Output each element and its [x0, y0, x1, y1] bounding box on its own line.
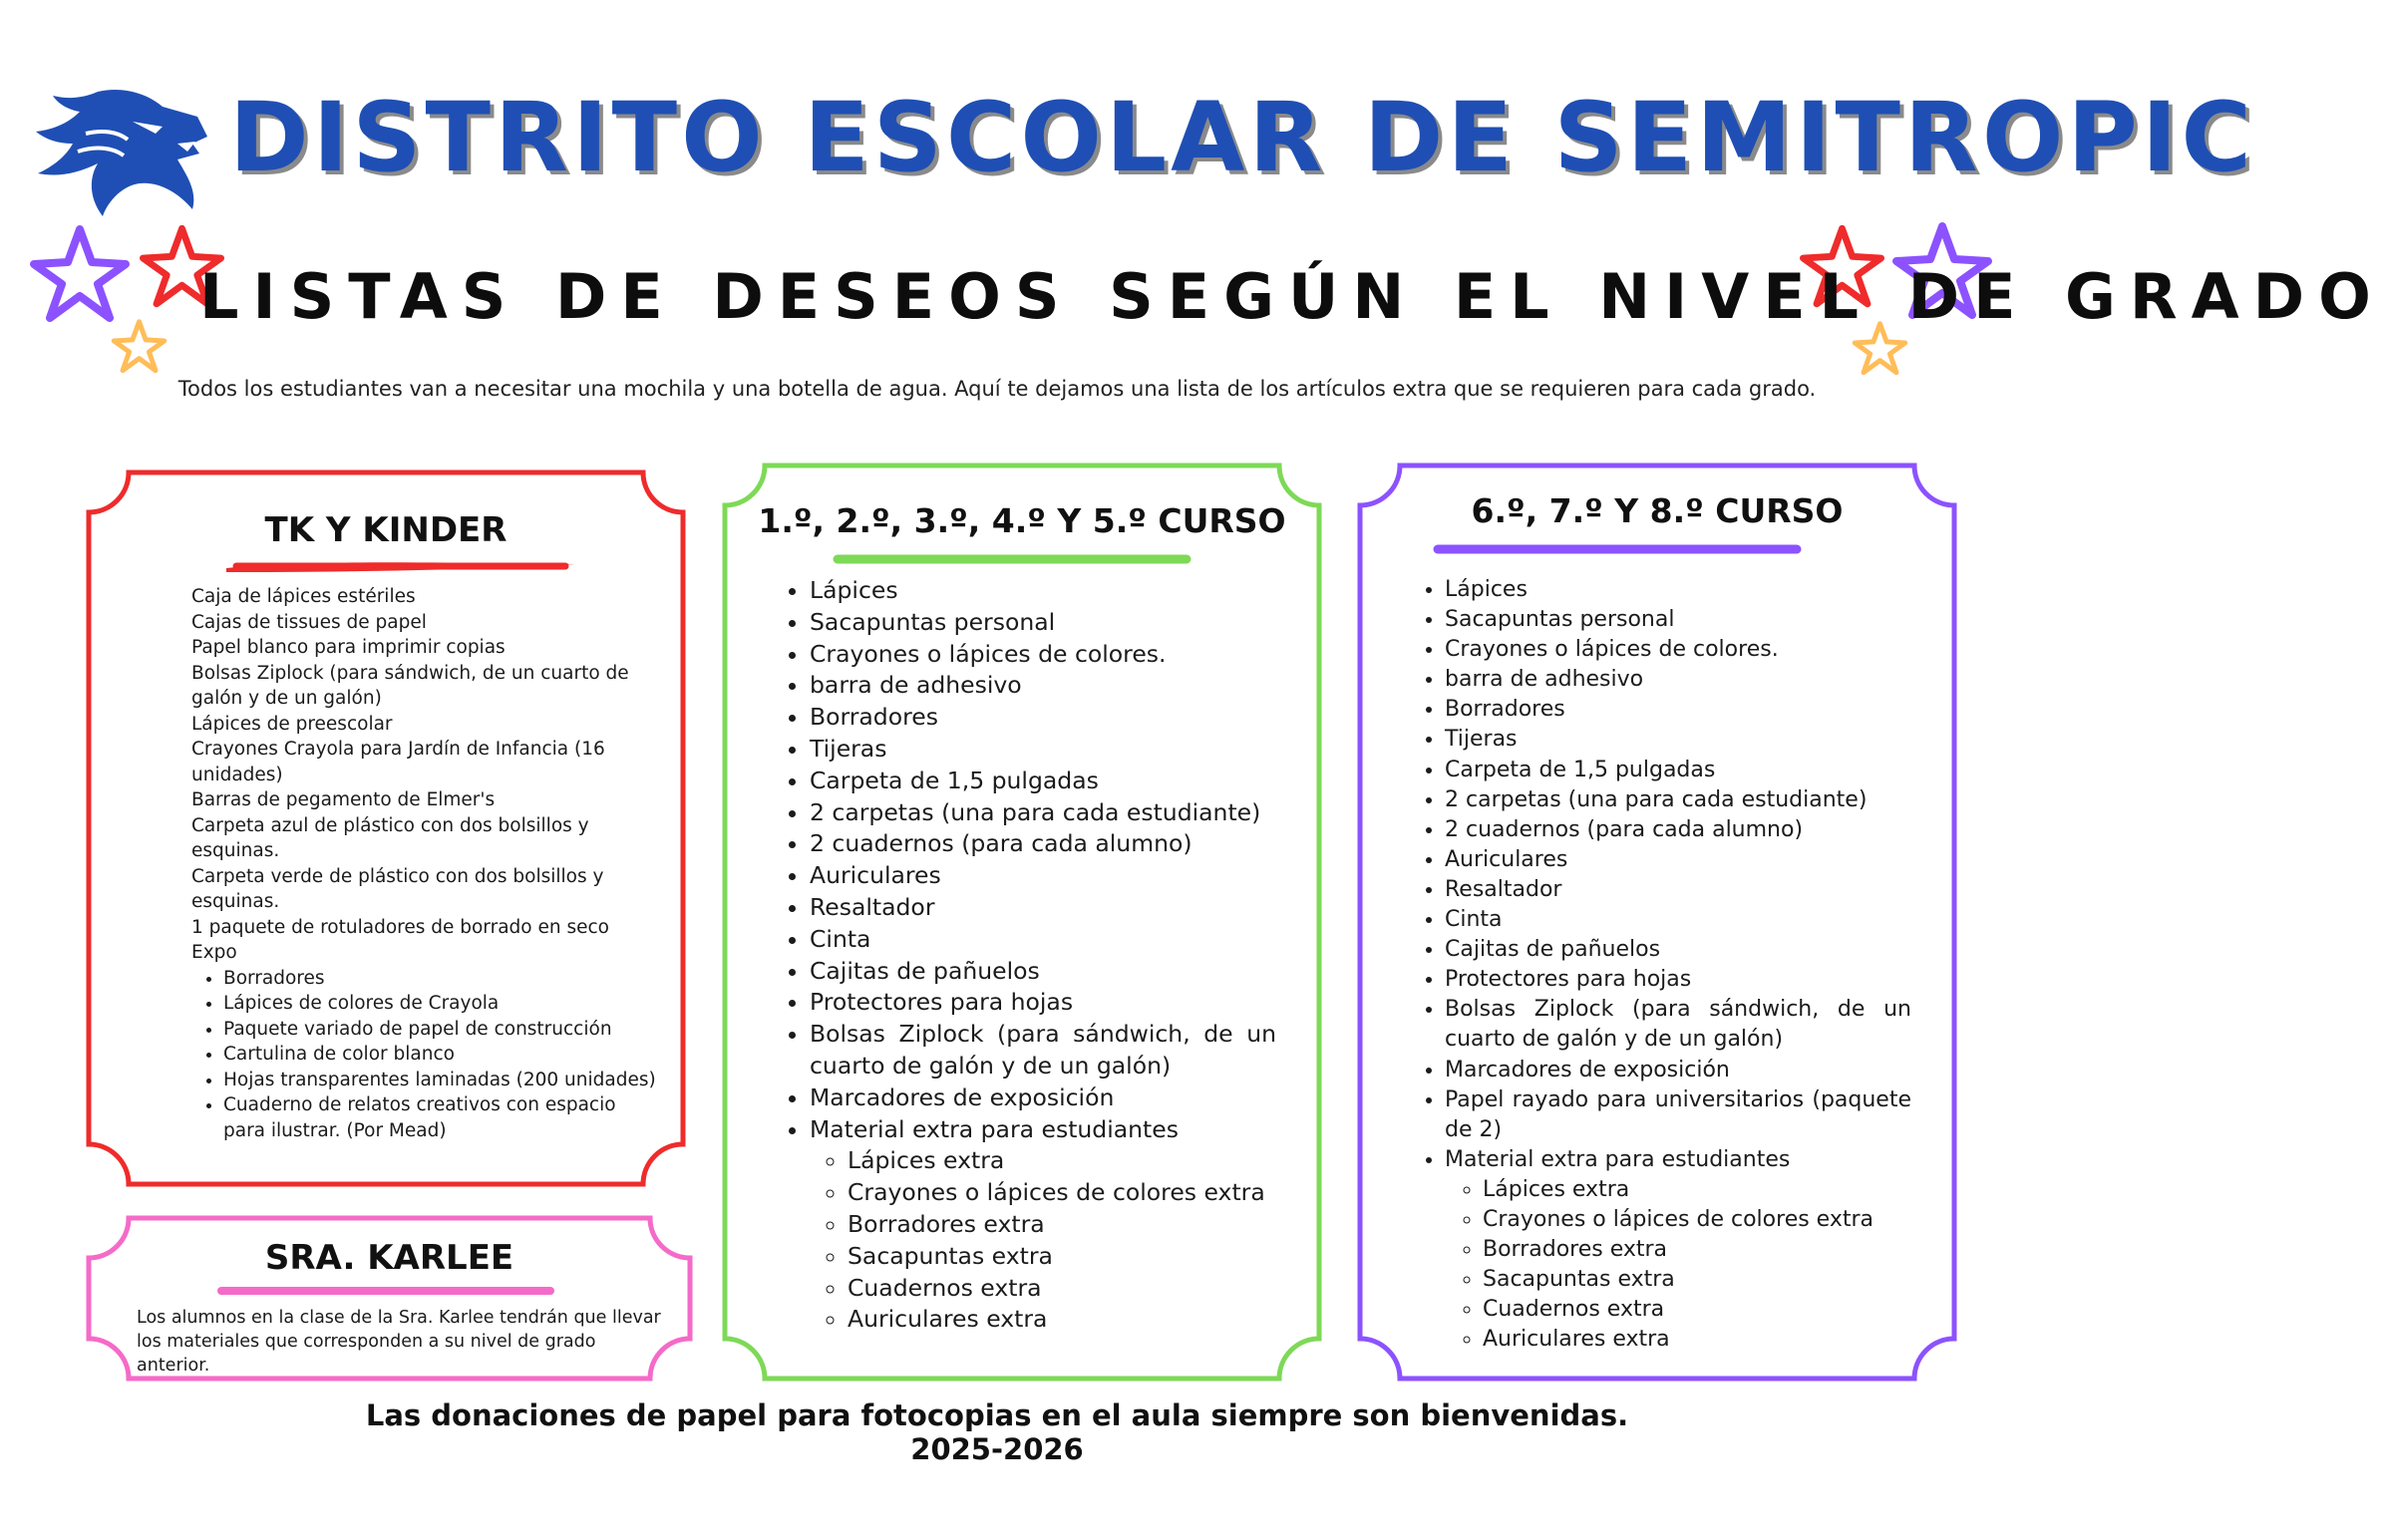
card-grades-6-8: [1358, 463, 1956, 1381]
wishlist-title: LISTAS DE DESEOS SEGÚN EL NIVEL DE GRADO: [199, 260, 2385, 333]
list-item: Barras de pegamento de Elmer's: [191, 789, 496, 810]
grades-1-5-list: [778, 575, 1276, 1336]
brush-underline: [206, 1282, 565, 1300]
list-item: • Bolsas Ziplock (para sándwich, de un cuarto de galón y de un galón): [1445, 995, 1911, 1055]
card-title: TK Y KINDER: [264, 510, 508, 550]
star-doodle-icon: [112, 319, 167, 374]
list-item: • Resaltador: [1445, 875, 1911, 905]
list-item: • Lápices: [810, 575, 1276, 607]
list-item: ◦ Lápices extra: [1483, 1175, 1911, 1205]
list-item: • Bolsas Ziplock (para sándwich, de un cuarto de galón y de un galón): [810, 1019, 1276, 1082]
list-item: • Cajitas de pañuelos: [1445, 935, 1911, 965]
list-item: • Lápices: [1445, 575, 1911, 605]
list-item: Papel blanco para imprimir copias: [191, 637, 506, 658]
list-item: • Auriculares: [810, 860, 1276, 892]
card-title: SRA. KARLEE: [264, 1238, 514, 1278]
list-item: • 2 carpetas (una para cada estudiante): [810, 797, 1276, 829]
list-item: • Crayones o lápices de colores.: [1445, 635, 1911, 665]
list-item: • Borradores: [1445, 695, 1911, 725]
intro-text: Todos los estudiantes van a necesitar una mochila y una botella de agua. Aquí te dejamos una lista de los artículos extra que se requieren para cada grado.: [177, 377, 1817, 401]
list-item-label: Material extra para estudiantes: [810, 1114, 1179, 1143]
footer-note: Las donaciones de papel para fotocopias en el aula siempre son bienvenidas.: [365, 1398, 1629, 1432]
list-item: ◦ Crayones o lápices de colores extra: [1483, 1205, 1911, 1235]
list-item: • barra de adhesivo: [810, 670, 1276, 702]
list-item: • 2 cuadernos (para cada alumno): [810, 828, 1276, 860]
list-item: Crayones Crayola para Jardín de Infancia (16 unidades): [191, 739, 605, 785]
list-item: ◦ Lápices extra: [848, 1145, 1276, 1177]
list-item: • Carpeta de 1,5 pulgadas: [1445, 756, 1911, 785]
list-item: • Sacapuntas personal: [810, 607, 1276, 639]
list-item: • Cinta: [1445, 905, 1911, 935]
list-item: ◦ Borradores extra: [848, 1209, 1276, 1241]
list-item: • Protectores para hojas: [1445, 965, 1911, 995]
list-item: ◦ Crayones o lápices de colores extra: [848, 1177, 1276, 1209]
list-item: ◦ Cuadernos extra: [1483, 1295, 1911, 1325]
list-item-label: Material extra para estudiantes: [1445, 1146, 1791, 1172]
grades-6-8-extra-list: [1445, 1175, 1911, 1356]
card-sra-karlee: [87, 1216, 692, 1381]
list-item: • Protectores para hojas: [810, 987, 1276, 1019]
tk-bullet-list: [191, 966, 660, 1144]
list-item: ◦ Auriculares extra: [1483, 1325, 1911, 1355]
tk-plain-list: [191, 584, 660, 966]
list-item: • Cartulina de color blanco: [223, 1042, 660, 1068]
list-item: • Papel rayado para universitarios (paquete de 2): [1445, 1085, 1911, 1145]
list-item: • barra de adhesivo: [1445, 665, 1911, 695]
grades-6-8-list: [1413, 575, 1911, 1355]
list-item: • 2 carpetas (una para cada estudiante): [1445, 785, 1911, 815]
grades-1-5-extra-list: [810, 1145, 1276, 1336]
card-tk-kinder: [87, 470, 685, 1186]
list-item: • Sacapuntas personal: [1445, 605, 1911, 635]
card-title: 6.º, 7.º Y 8.º CURSO: [1471, 491, 1844, 530]
card-grades-1-5: [723, 463, 1321, 1381]
brush-underline: [221, 556, 580, 576]
list-item: • Tijeras: [1445, 725, 1911, 755]
card-title: 1.º, 2.º, 3.º, 4.º Y 5.º CURSO: [758, 501, 1286, 540]
list-item: ◦ Auriculares extra: [848, 1304, 1276, 1336]
list-item: ◦ Borradores extra: [1483, 1235, 1911, 1265]
list-item: • Auriculares: [1445, 845, 1911, 875]
list-item: ◦ Cuadernos extra: [848, 1273, 1276, 1305]
list-item: Carpeta verde de plástico con dos bolsillos y esquinas.: [191, 865, 604, 912]
list-item: • Cajitas de pañuelos: [810, 956, 1276, 988]
list-item: [1445, 1145, 1911, 1356]
list-item: • Resaltador: [810, 892, 1276, 924]
list-item: Cajas de tissues de papel: [191, 611, 427, 633]
list-item: • Marcadores de exposición: [1445, 1056, 1911, 1085]
list-item: • Marcadores de exposición: [810, 1082, 1276, 1114]
list-item: • Lápices de colores de Crayola: [223, 991, 660, 1017]
list-item: • Tijeras: [810, 734, 1276, 766]
list-item: • Borradores: [810, 702, 1276, 734]
panther-head-icon: [28, 82, 217, 221]
karlee-note: Los alumnos en la clase de la Sra. Karlee tendrán que llevar los materiales que corresponden a su nivel de grado anterior.: [137, 1308, 661, 1376]
list-item: Bolsas Ziplock (para sándwich, de un cuarto de galón y de un galón): [191, 662, 629, 709]
list-item: • Paquete variado de papel de construcción: [223, 1017, 660, 1043]
list-item: • 2 cuadernos (para cada alumno): [1445, 815, 1911, 845]
list-item: [810, 1114, 1276, 1337]
list-item: • Crayones o lápices de colores.: [810, 639, 1276, 671]
list-item: ◦ Sacapuntas extra: [848, 1241, 1276, 1273]
list-item: 1 paquete de rotuladores de borrado en seco Expo: [191, 916, 609, 963]
list-item: • Cuaderno de relatos creativos con espacio para ilustrar. (Por Mead): [223, 1092, 660, 1143]
list-item: • Hojas transparentes laminadas (200 unidades): [223, 1068, 660, 1093]
list-item: • Carpeta de 1,5 pulgadas: [810, 766, 1276, 797]
list-item: ◦ Sacapuntas extra: [1483, 1265, 1911, 1295]
brush-underline: [823, 549, 1201, 569]
list-item: Carpeta azul de plástico con dos bolsillos y esquinas.: [191, 814, 589, 861]
list-item: Caja de lápices estériles: [191, 586, 416, 607]
footer-year: 2025-2026: [910, 1432, 1084, 1466]
brush-underline: [1423, 539, 1812, 559]
list-item: • Cinta: [810, 924, 1276, 956]
list-item: Lápices de preescolar: [191, 713, 393, 735]
district-title: DISTRITO ESCOLAR DE SEMITROPIC: [229, 82, 2255, 193]
list-item: • Borradores: [223, 966, 660, 992]
star-doodle-icon: [30, 224, 130, 324]
